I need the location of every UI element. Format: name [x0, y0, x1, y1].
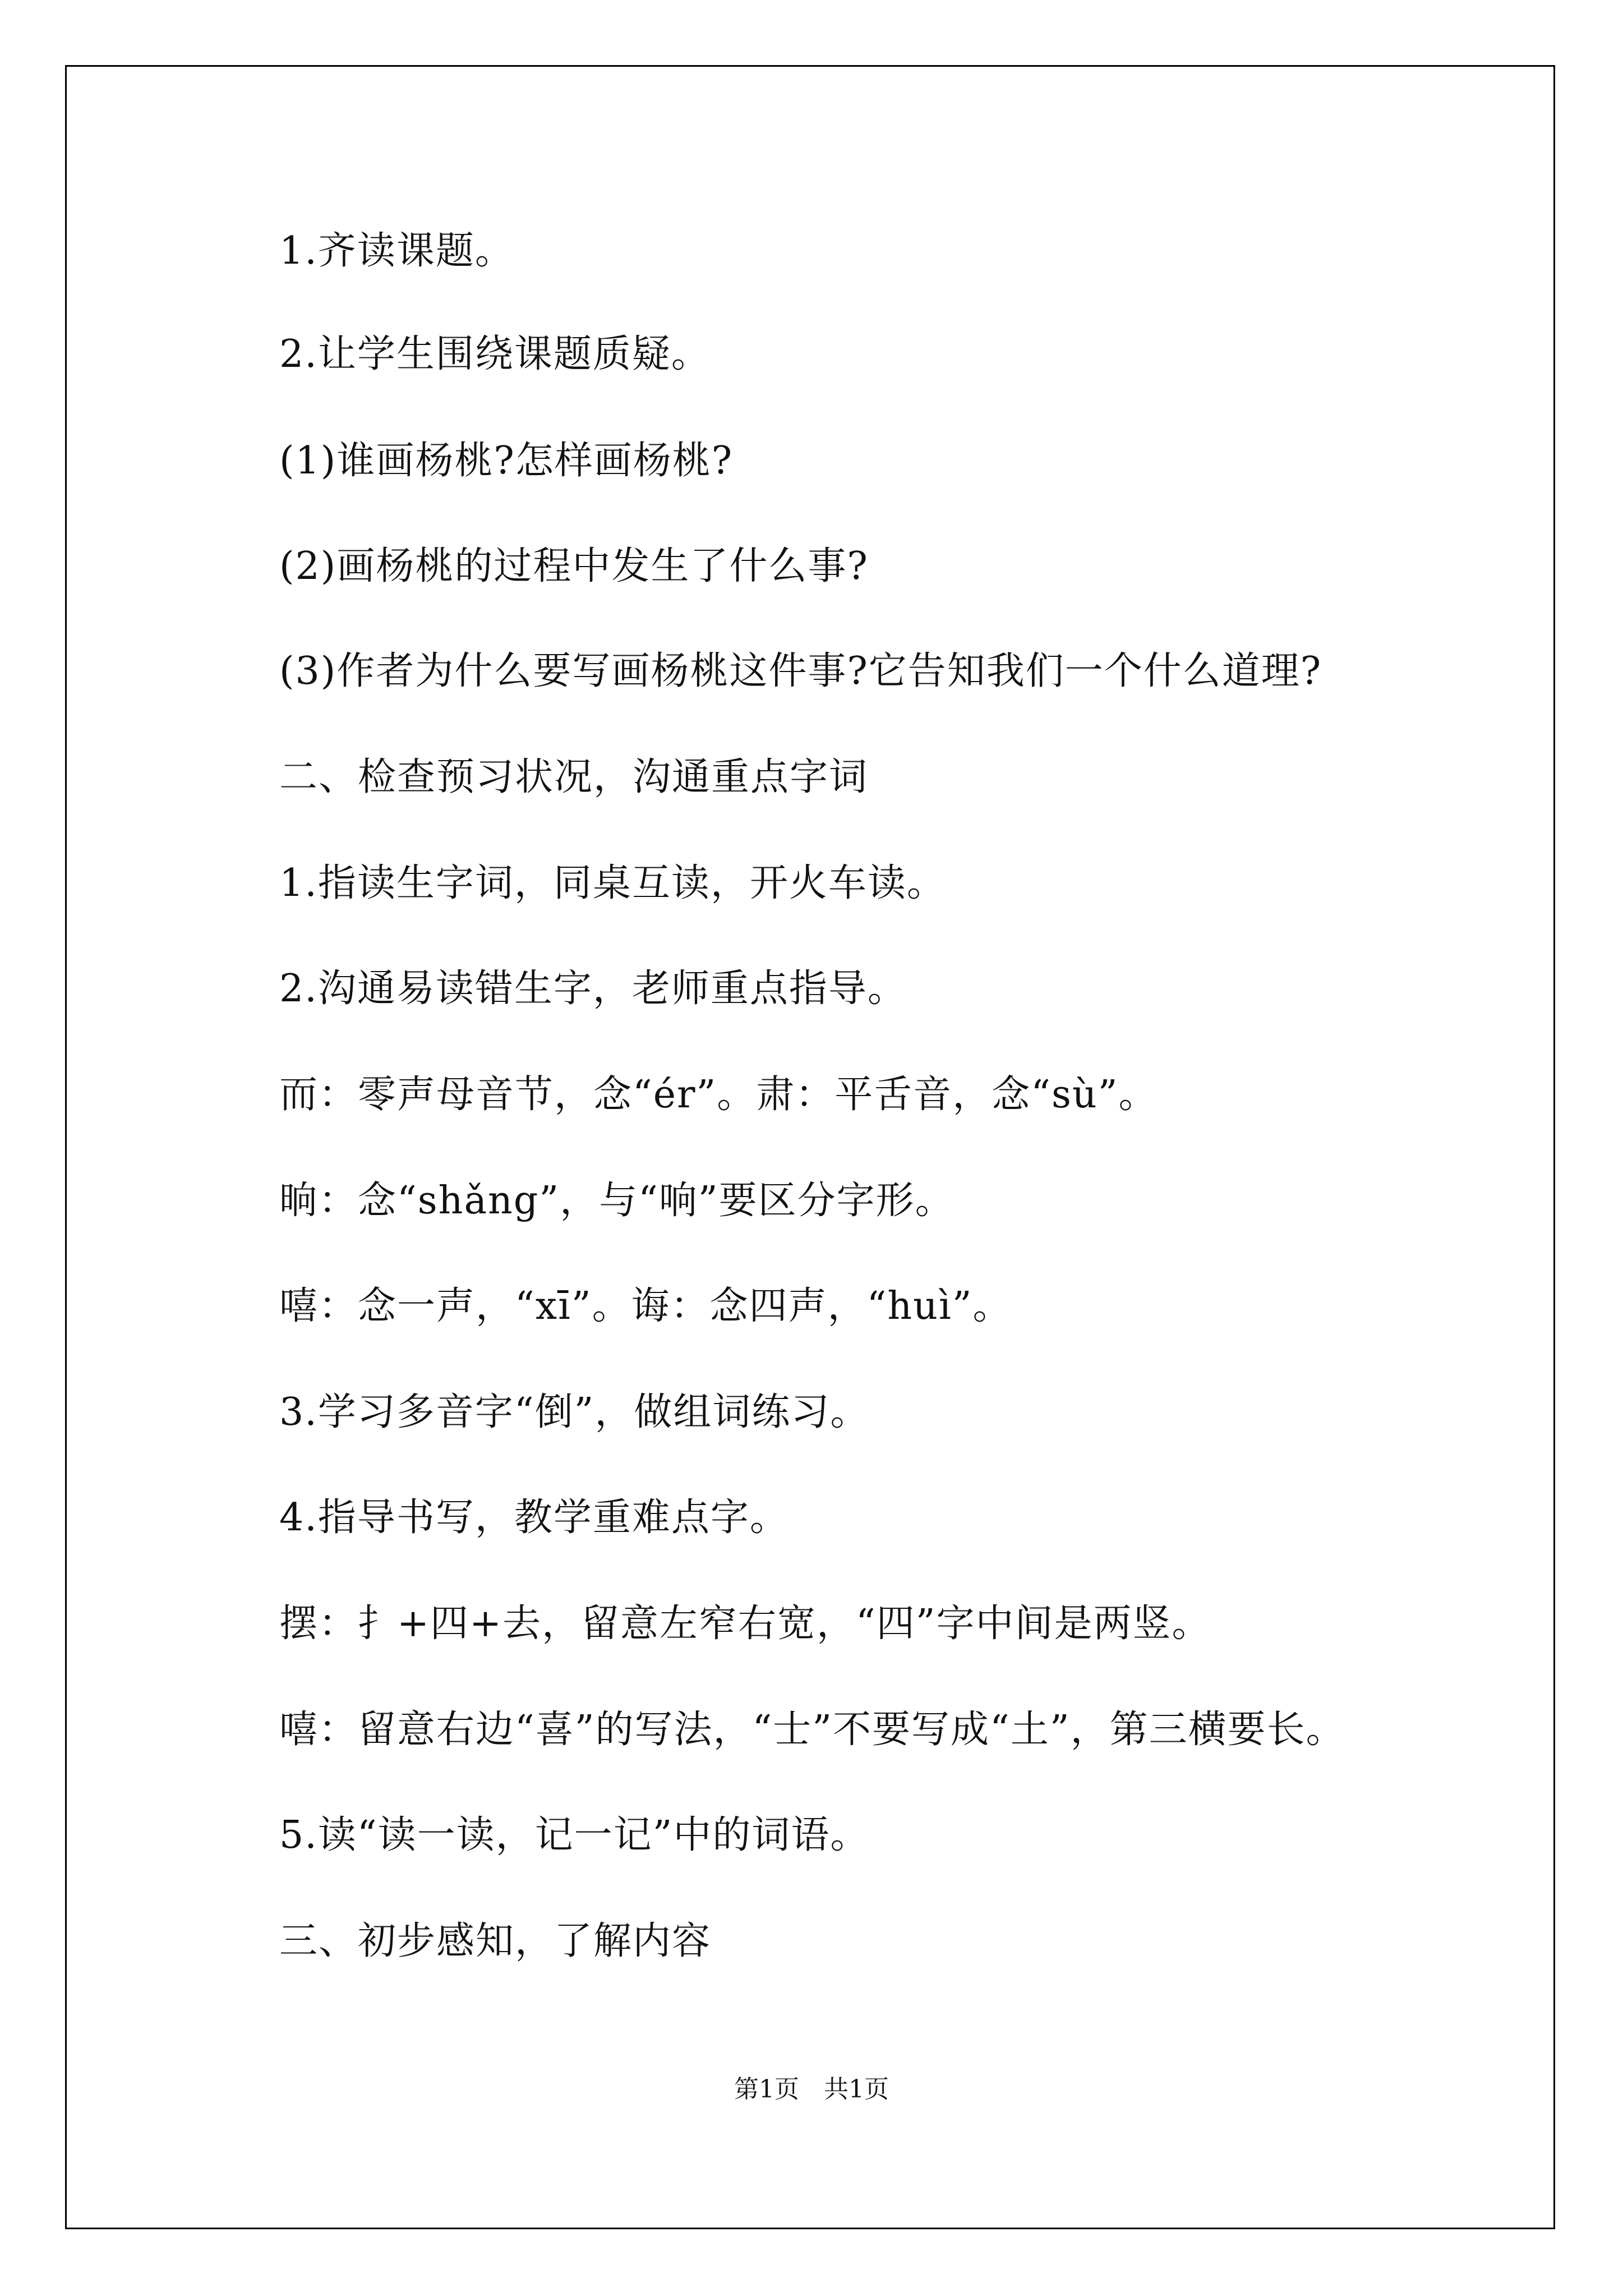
text-line-9: 而：零声母音节，念“ér”。肃：平舌音，念“sù”。: [279, 1073, 1158, 1117]
section-heading-2: 二、检查预习状况，沟通重点字词: [279, 755, 869, 799]
text-line-3: (1)谁画杨桃?怎样画杨桃?: [279, 439, 734, 483]
page-border: [65, 65, 1555, 2229]
text-line-4: (2)画杨桃的过程中发生了什么事?: [279, 544, 869, 588]
text-line-14: 摆：扌+四+去，留意左窄右宽，“四”字中间是两竖。: [279, 1602, 1211, 1646]
text-line-13: 4.指导书写，教学重难点字。: [279, 1496, 789, 1540]
text-line-7: 1.指读生字词，同桌互读，开火车读。: [279, 861, 946, 905]
text-line-8: 2.沟通易读错生字，老师重点指导。: [279, 967, 907, 1011]
text-line-16: 5.读“读一读，记一记”中的词语。: [279, 1813, 870, 1857]
page-footer: 第1页 共1页: [734, 2075, 889, 2104]
section-heading-3: 三、初步感知，了解内容: [279, 1919, 712, 1963]
text-line-12: 3.学习多音字“倒”，做组词练习。: [279, 1390, 870, 1434]
text-line-11: 嘻：念一声，“xī”。诲：念四声，“huì”。: [279, 1284, 1012, 1328]
text-line-2: 2.让学生围绕课题质疑。: [279, 332, 711, 376]
text-line-5: (3)作者为什么要写画杨桃这件事?它告知我们一个什么道理?: [279, 649, 1322, 693]
text-line-15: 嘻：留意右边“喜”的写法，“士”不要写成“土”，第三横要长。: [279, 1708, 1345, 1752]
text-line-1: 1.齐读课题。: [279, 229, 514, 273]
text-line-10: 晌：念“shǎng”，与“响”要区分字形。: [279, 1179, 955, 1223]
